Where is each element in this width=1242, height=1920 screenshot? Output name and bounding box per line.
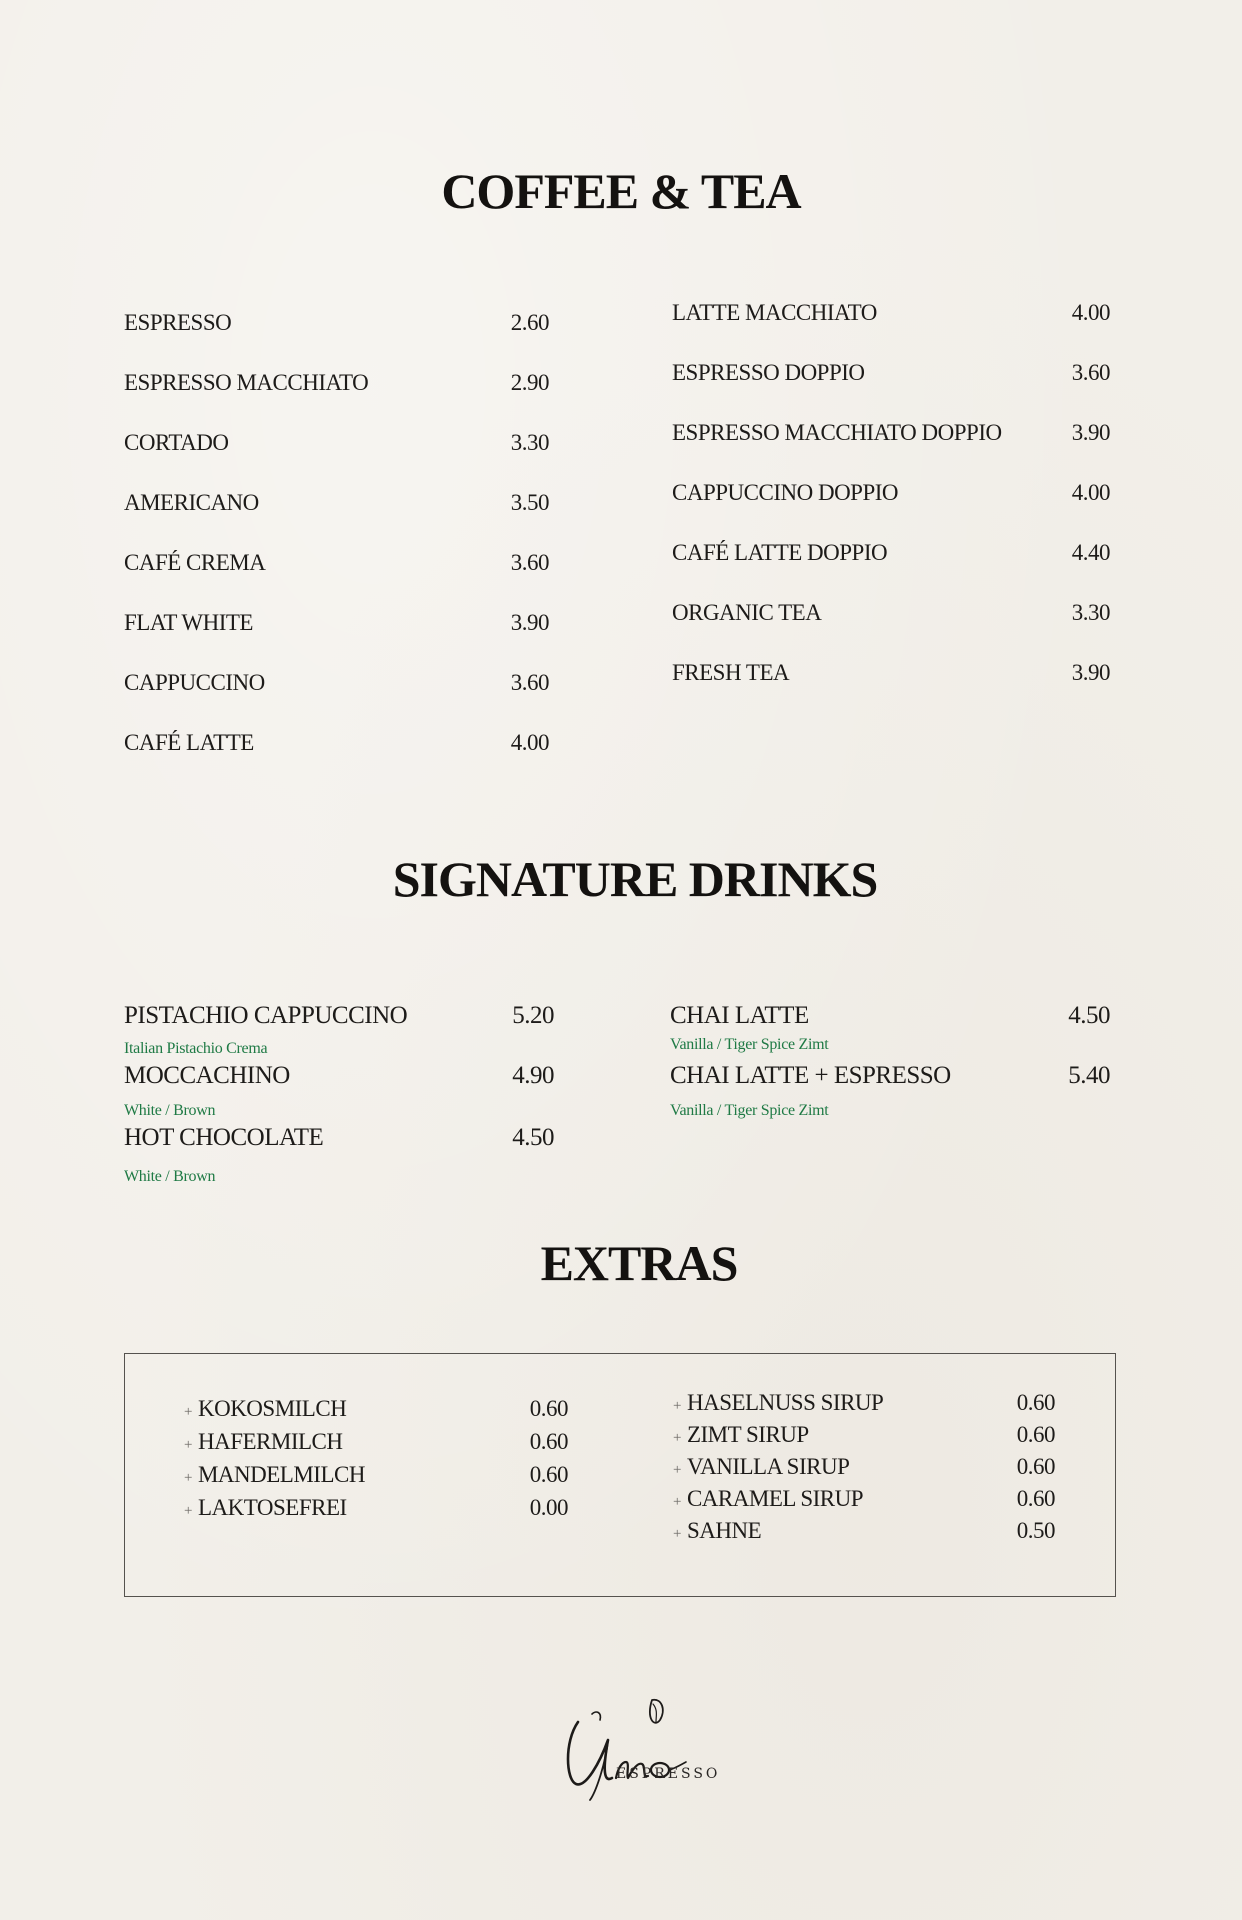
item-price: 3.30	[1071, 600, 1110, 625]
item-name: CHAI LATTE + ESPRESSO	[670, 1062, 951, 1089]
extras-right-column	[673, 1390, 1055, 1550]
item-price: 4.00	[510, 730, 549, 755]
item-price: 3.90	[1071, 420, 1110, 445]
item-name: HOT CHOCOLATE	[124, 1124, 324, 1151]
item-price: 3.50	[510, 490, 549, 515]
item-name: FLAT WHITE	[124, 610, 253, 635]
coffee-tea-title: COFFEE & TEA	[441, 163, 801, 219]
item-name: CAFÉ LATTE	[124, 730, 254, 755]
item-name: ESPRESSO	[124, 310, 232, 335]
logo-subtitle: ESPRESSO	[616, 1766, 721, 1782]
item-name: CAPPUCCINO	[124, 670, 265, 695]
item-price: 4.50	[1068, 1002, 1110, 1029]
item-price: 0.60	[529, 1462, 568, 1487]
uno-espresso-logo	[556, 1692, 716, 1804]
item-name: MOCCACHINO	[124, 1062, 290, 1089]
item-name: CAFÉ CREMA	[124, 550, 266, 575]
item-name: ZIMT SIRUP	[686, 1422, 809, 1447]
signature-left-column	[124, 1002, 554, 1202]
item-price: 4.50	[512, 1124, 554, 1151]
item-price: 3.60	[510, 550, 549, 575]
item-name: ORGANIC TEA	[672, 600, 822, 625]
item-name: HAFERMILCH	[197, 1429, 343, 1454]
item-name: ESPRESSO MACCHIATO	[124, 370, 369, 395]
plus-icon: +	[184, 1437, 192, 1453]
item-name: ESPRESSO MACCHIATO DOPPIO	[672, 420, 1002, 445]
item-price: 5.40	[1068, 1062, 1110, 1089]
item-price: 3.30	[510, 430, 549, 455]
item-price: 0.60	[1016, 1390, 1055, 1415]
coffee-right-column	[672, 300, 1110, 700]
plus-icon: +	[673, 1430, 681, 1446]
item-price: 3.90	[1071, 660, 1110, 685]
item-name: CHAI LATTE	[670, 1002, 809, 1029]
item-name: CORTADO	[124, 430, 229, 455]
plus-icon: +	[184, 1503, 192, 1519]
item-price: 3.60	[510, 670, 549, 695]
item-price: 0.60	[529, 1396, 568, 1421]
item-name: SAHNE	[686, 1518, 762, 1543]
item-name: CAPPUCCINO DOPPIO	[672, 480, 899, 505]
item-price: 2.60	[510, 310, 549, 335]
item-name: AMERICANO	[124, 490, 259, 515]
item-name: MANDELMILCH	[197, 1462, 365, 1487]
item-price: 2.90	[510, 370, 549, 395]
item-price: 0.60	[1016, 1486, 1055, 1511]
item-name: LATTE MACCHIATO	[672, 300, 877, 325]
item-name: CAFÉ LATTE DOPPIO	[672, 540, 888, 565]
item-price: 0.60	[529, 1429, 568, 1454]
item-description: White / Brown	[124, 1168, 216, 1185]
plus-icon: +	[184, 1404, 192, 1420]
item-description: Vanilla / Tiger Spice Zimt	[670, 1036, 829, 1053]
extras-title: EXTRAS	[540, 1235, 738, 1291]
item-price: 3.60	[1071, 360, 1110, 385]
plus-icon: +	[673, 1494, 681, 1510]
item-price: 5.20	[512, 1002, 554, 1029]
item-price: 3.90	[510, 610, 549, 635]
signature-drinks-title: SIGNATURE DRINKS	[392, 851, 878, 907]
plus-icon: +	[184, 1470, 192, 1486]
item-price: 0.60	[1016, 1422, 1055, 1447]
item-description: White / Brown	[124, 1102, 216, 1119]
extras-left-column	[184, 1396, 568, 1536]
item-name: CARAMEL SIRUP	[686, 1486, 864, 1511]
item-price: 0.00	[529, 1495, 568, 1520]
item-name: VANILLA SIRUP	[686, 1454, 850, 1479]
item-price: 0.60	[1016, 1454, 1055, 1479]
plus-icon: +	[673, 1462, 681, 1478]
item-name: ESPRESSO DOPPIO	[672, 360, 865, 385]
item-name: LAKTOSEFREI	[197, 1495, 347, 1520]
item-name: FRESH TEA	[672, 660, 790, 685]
item-name: HASELNUSS SIRUP	[686, 1390, 884, 1415]
item-price: 4.90	[512, 1062, 554, 1089]
item-price: 4.00	[1071, 480, 1110, 505]
item-description: Vanilla / Tiger Spice Zimt	[670, 1102, 829, 1119]
item-name: KOKOSMILCH	[197, 1396, 347, 1421]
item-price: 0.50	[1016, 1518, 1055, 1543]
extras-box	[124, 1353, 1116, 1597]
plus-icon: +	[673, 1526, 681, 1542]
coffee-left-column	[124, 310, 549, 770]
item-name: PISTACHIO CAPPUCCINO	[124, 1002, 408, 1029]
item-price: 4.00	[1071, 300, 1110, 325]
signature-right-column	[670, 1002, 1110, 1142]
plus-icon: +	[673, 1398, 681, 1414]
item-price: 4.40	[1071, 540, 1110, 565]
item-description: Italian Pistachio Crema	[124, 1040, 268, 1057]
